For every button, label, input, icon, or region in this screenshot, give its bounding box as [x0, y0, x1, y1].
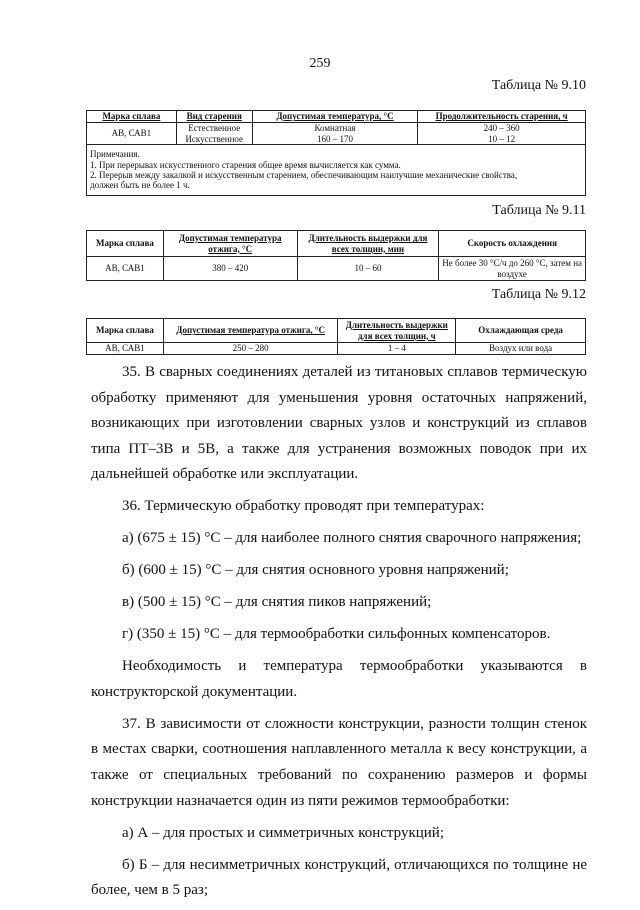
table-cell: Воздух или вода: [456, 343, 586, 355]
table-row: [87, 257, 586, 281]
table-cell: 380 – 420: [163, 257, 297, 281]
table-notes-row: [87, 145, 586, 196]
table-header-cell: Длительность выдержки для всех толщин, мин: [297, 231, 439, 257]
list-item: б) (600 ± 15) °С – для снятия основного уровня напряжений;: [122, 562, 509, 579]
paragraph: 36. Термическую обработку проводят при температурах:: [122, 498, 485, 515]
table-cell: АВ, САВ1: [87, 123, 177, 145]
table-caption: Таблица № 9.12: [491, 287, 586, 302]
table-caption: Таблица № 9.10: [491, 78, 586, 93]
table-cell: Не более 30 °С/ч до 260 °С, затем на воздухе: [439, 257, 586, 281]
table-cell: 250 – 280: [163, 343, 338, 355]
table-header-cell: Марка сплава: [87, 319, 164, 343]
table-cell: 240 – 360 10 – 12: [418, 123, 586, 145]
list-item: а) (675 ± 15) °С – для наиболее полного снятия сварочного напряжения;: [122, 530, 582, 547]
list-item: г) (350 ± 15) °С – для термообработки сильфонных компенсаторов.: [122, 626, 551, 643]
page-number: 259: [309, 56, 331, 71]
paragraph: б) Б – для несимметричных конструкций, отличающихся по толщине не более, чем в 5 раз;: [91, 856, 587, 899]
table-header-cell: Вид старения: [176, 111, 252, 123]
table-header-cell: Допустимая температура отжига, °С: [163, 319, 338, 343]
table-header-cell: Допустимая температура, °С: [252, 111, 418, 123]
table-header-cell: Скорость охлаждения: [439, 231, 586, 257]
table-9-11: [86, 230, 586, 281]
table-notes: Примечания. 1. При перерывах искусственного старения общее время вычисляется как сумма. 2. Перерыв между закалкой и искусственным старением, обеспечивающим наилучшие механические свойства, должен быть не более 1 ч.: [87, 145, 586, 196]
table-cell: 10 – 60: [297, 257, 439, 281]
table-header-cell: Охлаждающая среда: [456, 319, 586, 343]
table-header-cell: Марка сплава: [87, 111, 177, 123]
table-cell: АВ, САВ1: [87, 343, 164, 355]
table-caption: Таблица № 9.11: [492, 203, 586, 218]
paragraph: 35. В сварных соединениях деталей из титановых сплавов термическую обработку применяют для уменьшения уровня остаточных напряжений, возникающих при изготовлении сварных узлов и конструкций из сплавов типа ПТ–3В и 5В, а также для устранения возможных поводок при их дальнейшей обработке или эксплуатации.: [91, 364, 587, 483]
table-header-cell: Марка сплава: [87, 231, 164, 257]
paragraph: Необходимость и температура термообработки указываются в конструкторской документации.: [91, 658, 587, 700]
body-text: [91, 360, 587, 910]
table-header-cell: Длительность выдержки для всех толщин, ч: [338, 319, 456, 343]
table-cell: 1 – 4: [338, 343, 456, 355]
table-cell: Естественное Искусственное: [176, 123, 252, 145]
table-cell: Комнатная 160 – 170: [252, 123, 418, 145]
table-header-cell: Продолжительность старения, ч: [418, 111, 586, 123]
paragraph: 37. В зависимости от сложности конструкции, разности толщин стенок в местах сварки, соотношения наплавленного металла к весу конструкции, а также от специальных требований по сохранению размеров и формы конструкции назначается один из пяти режимов термообработки:: [91, 715, 587, 809]
table-9-12: [86, 318, 586, 355]
list-item: в) (500 ± 15) °С – для снятия пиков напряжений;: [122, 594, 432, 611]
table-cell: АВ, САВ1: [87, 257, 164, 281]
table-row: [87, 343, 586, 355]
list-item: а) А – для простых и симметричных конструкций;: [122, 824, 445, 841]
table-row: [87, 123, 586, 145]
table-header-cell: Допустимая температура отжига, °С: [163, 231, 297, 257]
table-9-10: [86, 110, 586, 196]
